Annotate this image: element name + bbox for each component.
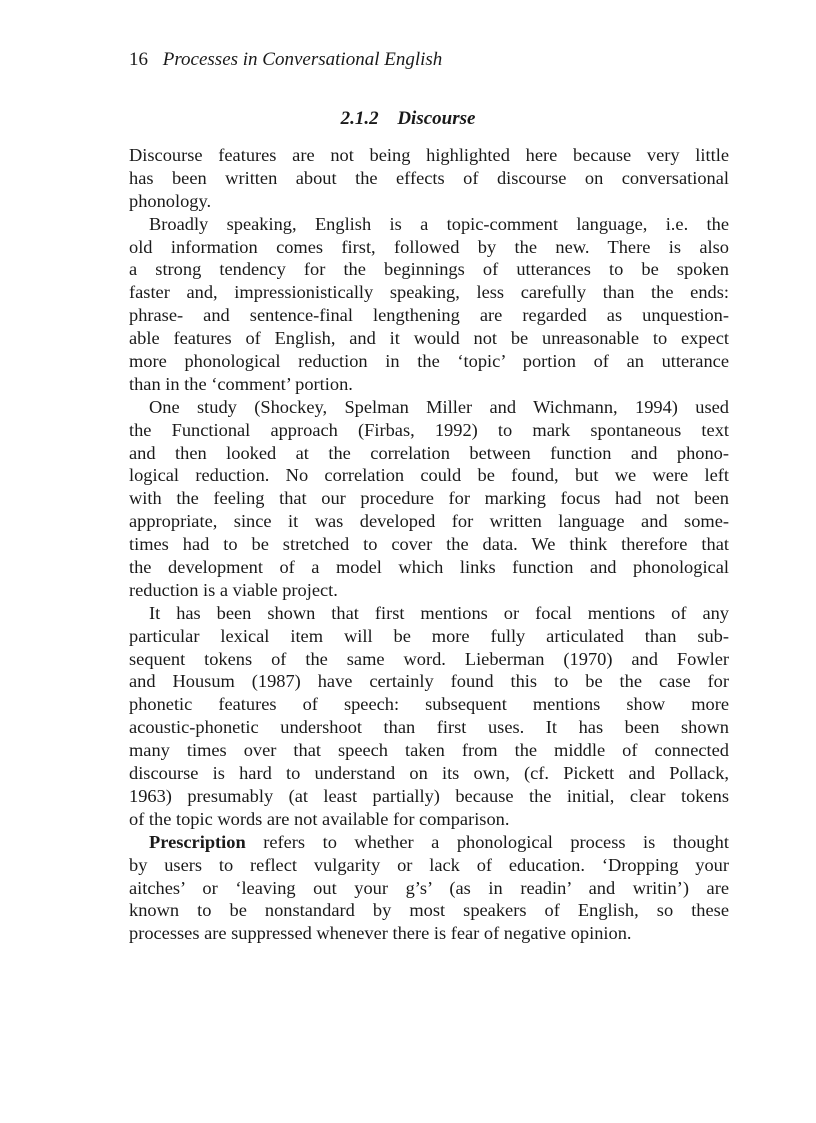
section-number: 2.1.2 [340,108,379,129]
text-line: and Housum (1987) have certainly found this to be the case for [129,671,729,692]
text-line: It has been shown that first mentions or focal mentions of any [149,602,729,623]
text-line: processes are suppressed whenever there is fear of negative opinion. [129,923,632,944]
text-line: by users to reflect vulgarity or lack of education. ‘Dropping your [129,854,729,875]
text-line: and then looked at the correlation between function and phono- [129,442,729,463]
text-line: discourse is hard to understand on its own, (cf. Pickett and Pollack, [129,763,729,784]
text-line: more phonological reduction in the ‘topic’ portion of an utterance [129,351,729,372]
text-line: the development of a model which links function and phonological [129,557,729,578]
text-line: than in the ‘comment’ portion. [129,373,353,394]
text-line: known to be nonstandard by most speakers of English, so these [129,900,729,921]
text-line: able features of English, and it would not be unreasonable to expect [129,328,729,349]
paragraph [129,831,729,945]
text-line: aitches’ or ‘leaving out your g’s’ (as in readin’ and writin’) are [129,877,729,898]
text-line: sequent tokens of the same word. Lieberman (1970) and Fowler [129,648,729,669]
paragraph [129,602,729,831]
text-line: 1963) presumably (at least partially) because the initial, clear tokens [129,785,729,806]
paragraph [129,144,729,213]
section-title: Discourse [397,108,476,129]
text-line: phrase- and sentence-final lengthening are regarded as unquestion- [129,305,729,326]
text-line: faster and, impressionistically speaking, less carefully than the ends: [129,282,729,303]
paragraph [129,396,729,602]
text-line: old information comes first, followed by the new. There is also [129,236,729,257]
text-line: acoustic-phonetic undershoot than first uses. It has been shown [129,717,729,738]
text-line: with the feeling that our procedure for marking focus had not been [129,488,729,509]
text-line: the Functional approach (Firbas, 1992) to mark spontaneous text [129,419,729,440]
text-line: appropriate, since it was developed for written language and some- [129,511,729,532]
text-line: logical reduction. No correlation could be found, but we were left [129,465,729,486]
text-line: particular lexical item will be more fully articulated than sub- [129,625,729,646]
text-line: a strong tendency for the beginnings of utterances to be spoken [129,259,729,280]
section-heading [0,108,816,130]
text-line: has been written about the effects of discourse on conversational [129,167,729,188]
text-line: times had to be stretched to cover the data. We think therefore that [129,534,729,555]
text-line: reduction is a viable project. [129,579,338,600]
line-text: refers to whether a phonological process is thought [245,831,729,852]
text-line: phonetic features of speech: subsequent mentions show more [129,694,729,715]
running-head [129,49,442,71]
lead-term: Prescription [149,831,246,852]
text-line: phonology. [129,190,212,211]
text-line: Discourse features are not being highlighted here because very little [129,145,729,165]
text-line: many times over that speech taken from the middle of connected [129,740,729,761]
text-line: Broadly speaking, English is a topic-comment language, i.e. the [149,213,729,234]
text-line [129,831,729,854]
text-line: One study (Shockey, Spelman Miller and Wichmann, 1994) used [149,396,729,417]
page-number: 16 [129,49,148,70]
body-text [129,144,729,945]
paragraph [129,213,729,396]
text-line: of the topic words are not available for comparison. [129,808,510,829]
running-head-title: Processes in Conversational English [162,49,443,70]
